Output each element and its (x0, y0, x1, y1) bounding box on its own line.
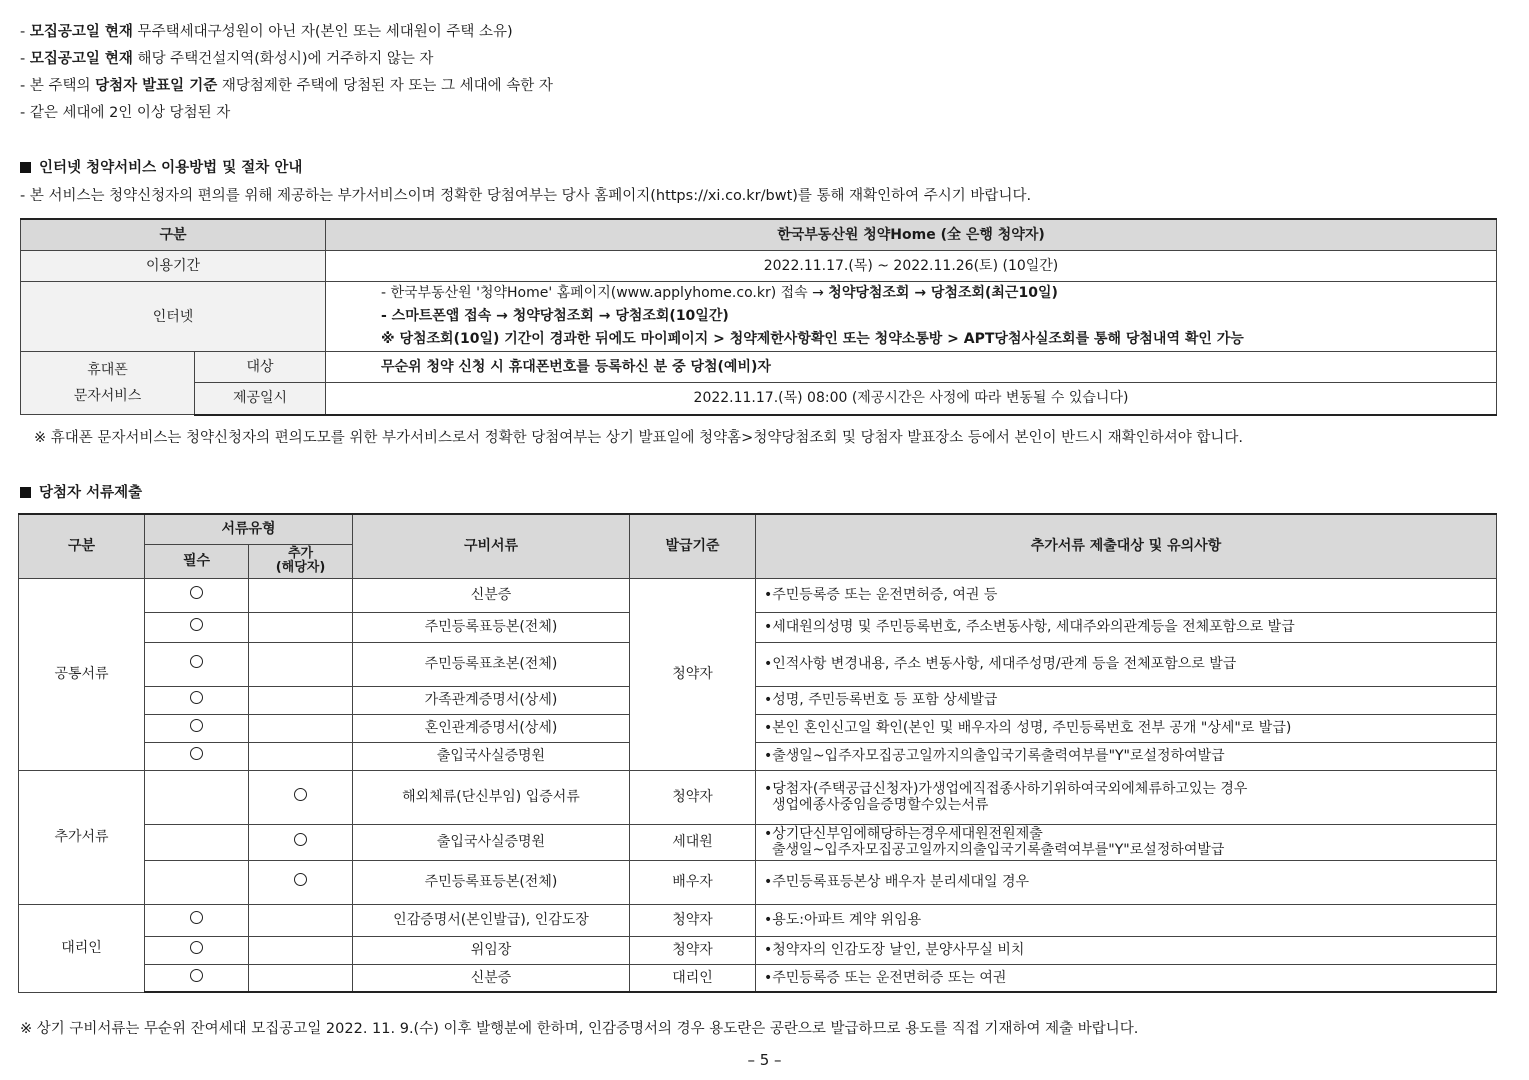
additional-mark (249, 904, 353, 936)
group-additional: 추가서류 (19, 770, 145, 904)
required-mark (145, 742, 249, 770)
required-mark (145, 642, 249, 686)
header-issuer: 발급기준 (630, 514, 756, 578)
required-mark (145, 770, 249, 824)
header-additional: 추가 (해당자) (249, 544, 353, 578)
doc-name: 출입국사실증명원 (353, 742, 630, 770)
header-notes: 추가서류 제출대상 및 유의사항 (756, 514, 1497, 578)
circle-icon (190, 691, 203, 704)
time-label: 제공일시 (195, 383, 326, 415)
time-value: 2022.11.17.(목) 08:00 (제공시간은 사정에 따라 변동될 수 있습니다) (326, 383, 1497, 415)
additional-mark (249, 824, 353, 860)
issuer: 세대원 (630, 824, 756, 860)
doc-note: •주민등록증 또는 운전면허증, 여권 등 (756, 578, 1497, 612)
doc-name: 신분증 (353, 578, 630, 612)
doc-name: 주민등록표초본(전체) (353, 642, 630, 686)
header-category: 구분 (21, 219, 326, 251)
doc-name: 주민등록표등본(전체) (353, 612, 630, 642)
internet-step-1: - 한국부동산원 '청약Home' 홈페이지(www.applyhome.co.kr) 접속 → 청약당첨조회 → 당첨조회(최근10일) (381, 285, 1058, 301)
square-bullet-icon (20, 162, 31, 173)
required-mark (145, 964, 249, 992)
section-description: - 본 서비스는 청약신청자의 편의를 위해 제공하는 부가서비스이며 정확한 당첨여부는 당사 홈페이지(https://xi.co.kr/bwt)를 통해 재확인하여 주시기 바랍니다. (20, 188, 1032, 204)
doc-note: •상기단신부임에해당하는경우세대원전원제출 출생일~입주자모집공고일까지의출입국기록출력여부를"Y"로설정하여발급 (756, 824, 1497, 860)
issuer: 청약자 (630, 936, 756, 964)
doc-name: 주민등록표등본(전체) (353, 860, 630, 904)
section-title: 당첨자 서류제출 (20, 483, 142, 503)
circle-icon (190, 586, 203, 599)
circle-icon (190, 969, 203, 982)
required-mark (145, 714, 249, 742)
doc-name: 해외체류(단신부임) 입증서류 (353, 770, 630, 824)
sms-service-label: 휴대폰 문자서비스 (21, 352, 195, 415)
documents-table (18, 513, 1497, 993)
circle-icon (190, 655, 203, 668)
header-service: 한국부동산원 청약Home (全 은행 청약자) (326, 219, 1497, 251)
group-common: 공통서류 (19, 578, 145, 770)
additional-mark (249, 612, 353, 642)
doc-name: 인감증명서(본인발급), 인감도장 (353, 904, 630, 936)
doc-note: •세대원의성명 및 주민등록번호, 주소변동사항, 세대주와의관계등을 전체포함으로 발급 (756, 612, 1497, 642)
required-mark (145, 824, 249, 860)
doc-note: •인적사항 변경내용, 주소 변동사항, 세대주성명/관계 등을 전체포함으로 발급 (756, 642, 1497, 686)
doc-note: •주민등록표등본상 배우자 분리세대일 경우 (756, 860, 1497, 904)
issuer: 청약자 (630, 770, 756, 824)
header-required: 필수 (145, 544, 249, 578)
header-category: 구분 (19, 514, 145, 578)
list-item: - 본 주택의 당첨자 발표일 기준 재당첨제한 주택에 당첨된 자 또는 그 세대에 속한 자 (20, 78, 553, 94)
doc-name: 출입국사실증명원 (353, 824, 630, 860)
section-title: 인터넷 청약서비스 이용방법 및 절차 안내 (20, 158, 302, 178)
internet-step-3: ※ 당첨조회(10일) 기간이 경과한 뒤에도 마이페이지 > 청약제한사항확인 또는 청약소통방 > APT당첨사실조회를 통해 당첨내역 확인 가능 (381, 331, 1244, 347)
circle-icon (190, 618, 203, 631)
circle-icon (294, 873, 307, 886)
internet-service-table (20, 218, 1497, 416)
internet-step-2: - 스마트폰앱 접속 → 청약당첨조회 → 당첨조회(10일간) (381, 308, 729, 324)
list-item: - 모집공고일 현재 무주택세대구성원이 아닌 자(본인 또는 세대원이 주택 소유) (20, 24, 513, 40)
doc-name: 신분증 (353, 964, 630, 992)
doc-note: •성명, 주민등록번호 등 포함 상세발급 (756, 686, 1497, 714)
additional-mark (249, 770, 353, 824)
doc-name: 혼인관계증명서(상세) (353, 714, 630, 742)
issuer: 청약자 (630, 904, 756, 936)
doc-note: •주민등록증 또는 운전면허증 또는 여권 (756, 964, 1497, 992)
issuer-common: 청약자 (630, 578, 756, 770)
additional-mark (249, 742, 353, 770)
required-mark (145, 686, 249, 714)
doc-note: •당첨자(주택공급신청자)가생업에직접종사하기위하여국외에체류하고있는 경우 생업에종사중임을증명할수있는서류 (756, 770, 1497, 824)
required-mark (145, 904, 249, 936)
doc-name: 위임장 (353, 936, 630, 964)
additional-mark (249, 686, 353, 714)
issuer: 배우자 (630, 860, 756, 904)
page-number: – 5 – (747, 1051, 782, 1069)
circle-icon (190, 941, 203, 954)
required-mark (145, 936, 249, 964)
circle-icon (190, 719, 203, 732)
list-item: - 같은 세대에 2인 이상 당첨된 자 (20, 105, 231, 121)
circle-icon (294, 833, 307, 846)
additional-mark (249, 642, 353, 686)
circle-icon (190, 747, 203, 760)
doc-note: •용도:아파트 계약 위임용 (756, 904, 1497, 936)
circle-icon (294, 788, 307, 801)
additional-mark (249, 714, 353, 742)
sms-note: ※ 휴대폰 문자서비스는 청약신청자의 편의도모를 위한 부가서비스로서 정확한 당첨여부는 상기 발표일에 청약홈>청약당첨조회 및 당첨자 발표장소 등에서 본인이 반드시 재확인하셔야 합니다. (34, 430, 1244, 446)
list-item: - 모집공고일 현재 해당 주택건설지역(화성시)에 거주하지 않는 자 (20, 51, 434, 67)
period-label: 이용기간 (21, 251, 326, 282)
internet-steps (326, 282, 1497, 352)
square-bullet-icon (20, 487, 31, 498)
additional-mark (249, 964, 353, 992)
circle-icon (190, 911, 203, 924)
issuer: 대리인 (630, 964, 756, 992)
doc-note: •청약자의 인감도장 날인, 분양사무실 비치 (756, 936, 1497, 964)
header-docs: 구비서류 (353, 514, 630, 578)
target-value: 무순위 청약 신청 시 휴대폰번호를 등록하신 분 중 당첨(예비)자 (326, 352, 1497, 383)
footnote: ※ 상기 구비서류는 무순위 잔여세대 모집공고일 2022. 11. 9.(수) 이후 발행분에 한하며, 인감증명서의 경우 용도란은 공란으로 발급하므로 용도를 직접 기재하여 제출 바랍니다. (20, 1021, 1139, 1037)
header-doc-type: 서류유형 (145, 514, 353, 544)
group-agent: 대리인 (19, 904, 145, 992)
required-mark (145, 578, 249, 612)
doc-note: •본인 혼인신고일 확인(본인 및 배우자의 성명, 주민등록번호 전부 공개 "상세"로 발급) (756, 714, 1497, 742)
internet-label: 인터넷 (21, 282, 326, 352)
required-mark (145, 860, 249, 904)
period-value: 2022.11.17.(목) ~ 2022.11.26(토) (10일간) (326, 251, 1497, 282)
target-label: 대상 (195, 352, 326, 383)
required-mark (145, 612, 249, 642)
doc-note: •출생일~입주자모집공고일까지의출입국기록출력여부를"Y"로설정하여발급 (756, 742, 1497, 770)
additional-mark (249, 578, 353, 612)
additional-mark (249, 860, 353, 904)
additional-mark (249, 936, 353, 964)
doc-name: 가족관계증명서(상세) (353, 686, 630, 714)
